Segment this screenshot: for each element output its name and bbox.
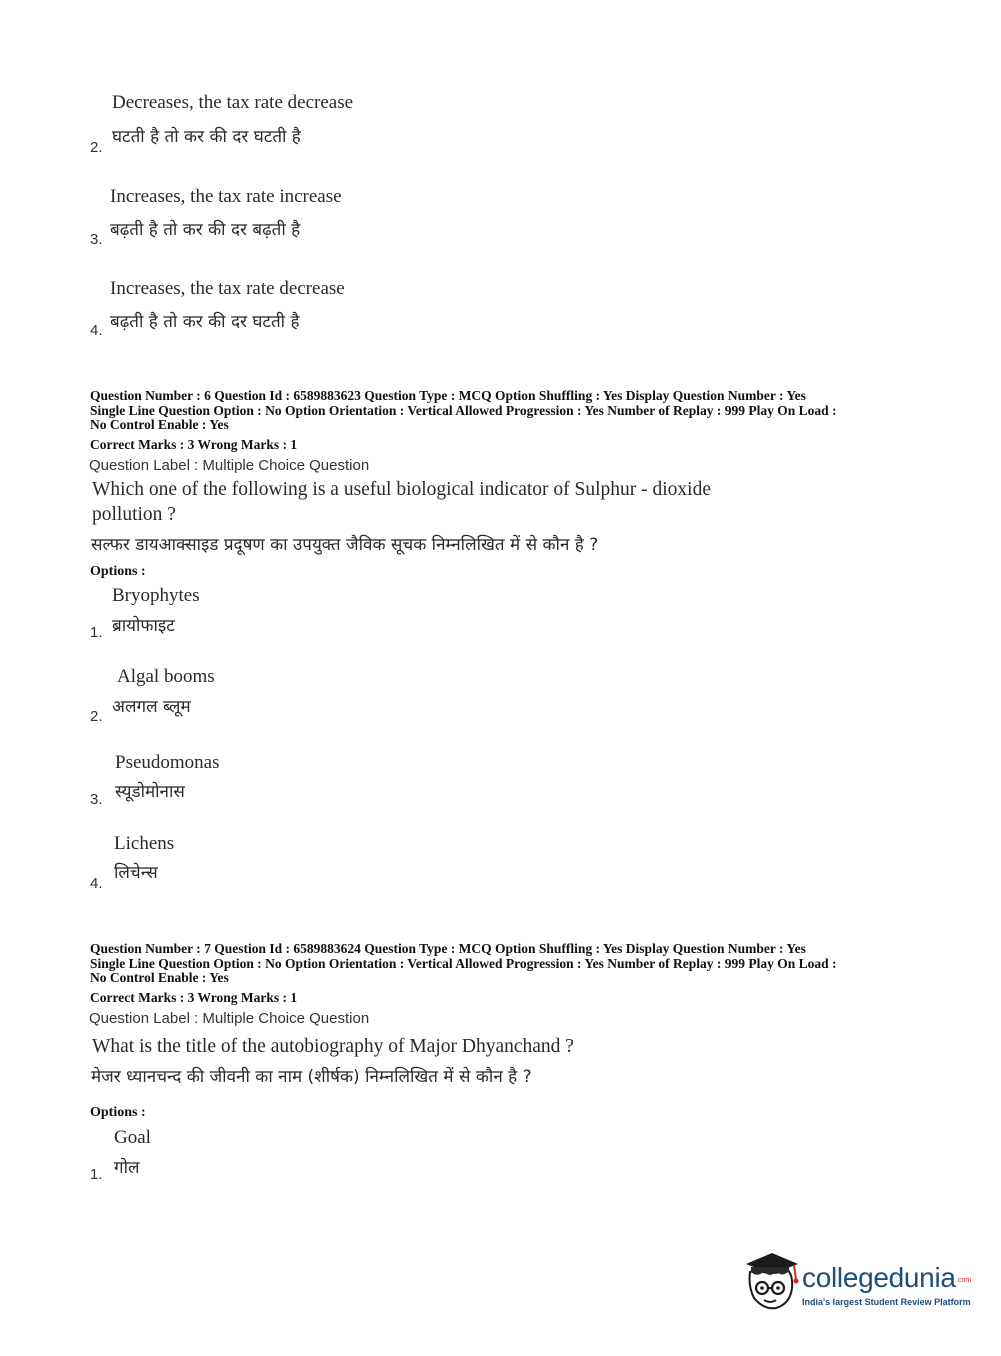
question-meta <box>90 389 837 433</box>
option-text-hi: बढ़ती है तो कर की दर घटती है <box>110 312 300 332</box>
question-text-en: What is the title of the autobiography of Major Dhyanchand ? <box>92 1036 574 1057</box>
option-text-en: Algal booms <box>117 666 215 687</box>
option-text-hi: लिचेन्स <box>114 863 158 883</box>
mascot-icon <box>742 1250 802 1312</box>
meta-line: No Control Enable : Yes <box>90 970 229 985</box>
option-text-en: Increases, the tax rate increase <box>110 186 342 207</box>
option-number: 1. <box>90 624 103 641</box>
meta-line: Single Line Question Option : No Option Orientation : Vertical Allowed Progression : Yes Number of Replay : 999 Play On Load : <box>90 955 837 971</box>
marks-info: Correct Marks : 3 Wrong Marks : 1 <box>90 990 298 1005</box>
collegedunia-logo <box>742 1250 982 1320</box>
option-number: 4. <box>90 875 103 892</box>
option-number: 4. <box>90 322 103 339</box>
meta-line: Question Number : 6 Question Id : 6589883623 Question Type : MCQ Option Shuffling : Yes Display Question Number : Yes <box>90 388 806 403</box>
option-number: 3. <box>90 791 103 808</box>
options-header: Options : <box>90 1105 146 1120</box>
option-text-en: Decreases, the tax rate decrease <box>112 92 354 113</box>
option-text-hi: अलगल ब्लूम <box>112 697 191 717</box>
option-text-en: Increases, the tax rate decrease <box>110 278 345 299</box>
option-number: 2. <box>90 708 103 725</box>
option-text-hi: बढ़ती है तो कर की दर बढ़ती है <box>110 220 301 240</box>
question-label: Question Label : Multiple Choice Question <box>89 1010 370 1027</box>
options-header: Options : <box>90 564 146 579</box>
option-text-hi: घटती है तो कर की दर घटती है <box>112 127 301 147</box>
option-text-en: Lichens <box>114 833 175 854</box>
question-text-en-cont: pollution ? <box>92 504 176 525</box>
option-text-en: Goal <box>114 1127 151 1148</box>
meta-line: Question Number : 7 Question Id : 6589883624 Question Type : MCQ Option Shuffling : Yes Display Question Number : Yes <box>90 941 806 956</box>
option-text-hi: स्यूडोमोनास <box>115 782 185 802</box>
logo-wordmark: collegedunia <box>802 1262 956 1293</box>
question-meta <box>90 942 837 986</box>
option-number: 1. <box>90 1166 103 1183</box>
logo-tagline: India's largest Student Review Platform <box>802 1297 971 1307</box>
question-text-en: Which one of the following is a useful biological indicator of Sulphur - dioxide <box>92 479 711 500</box>
marks-info: Correct Marks : 3 Wrong Marks : 1 <box>90 437 298 452</box>
question-label: Question Label : Multiple Choice Question <box>89 457 370 474</box>
option-text-en: Pseudomonas <box>115 752 220 773</box>
question-text-hi: सल्फर डायआक्साइड प्रदूषण का उपयुक्त जैविक सूचक निम्नलिखित में से कौन है ? <box>91 535 599 555</box>
option-number: 2. <box>90 139 103 156</box>
option-text-hi: गोल <box>114 1158 140 1178</box>
meta-line: Single Line Question Option : No Option Orientation : Vertical Allowed Progression : Yes Number of Replay : 999 Play On Load : <box>90 402 837 418</box>
option-number: 3. <box>90 231 103 248</box>
meta-line: No Control Enable : Yes <box>90 417 229 432</box>
question-text-hi: मेजर ध्यानचन्द की जीवनी का नाम (शीर्षक) निम्नलिखित में से कौन है ? <box>91 1067 532 1087</box>
option-text-hi: ब्रायोफाइट <box>112 616 175 636</box>
logo-suffix: .com <box>956 1277 972 1284</box>
option-text-en: Bryophytes <box>112 585 200 606</box>
